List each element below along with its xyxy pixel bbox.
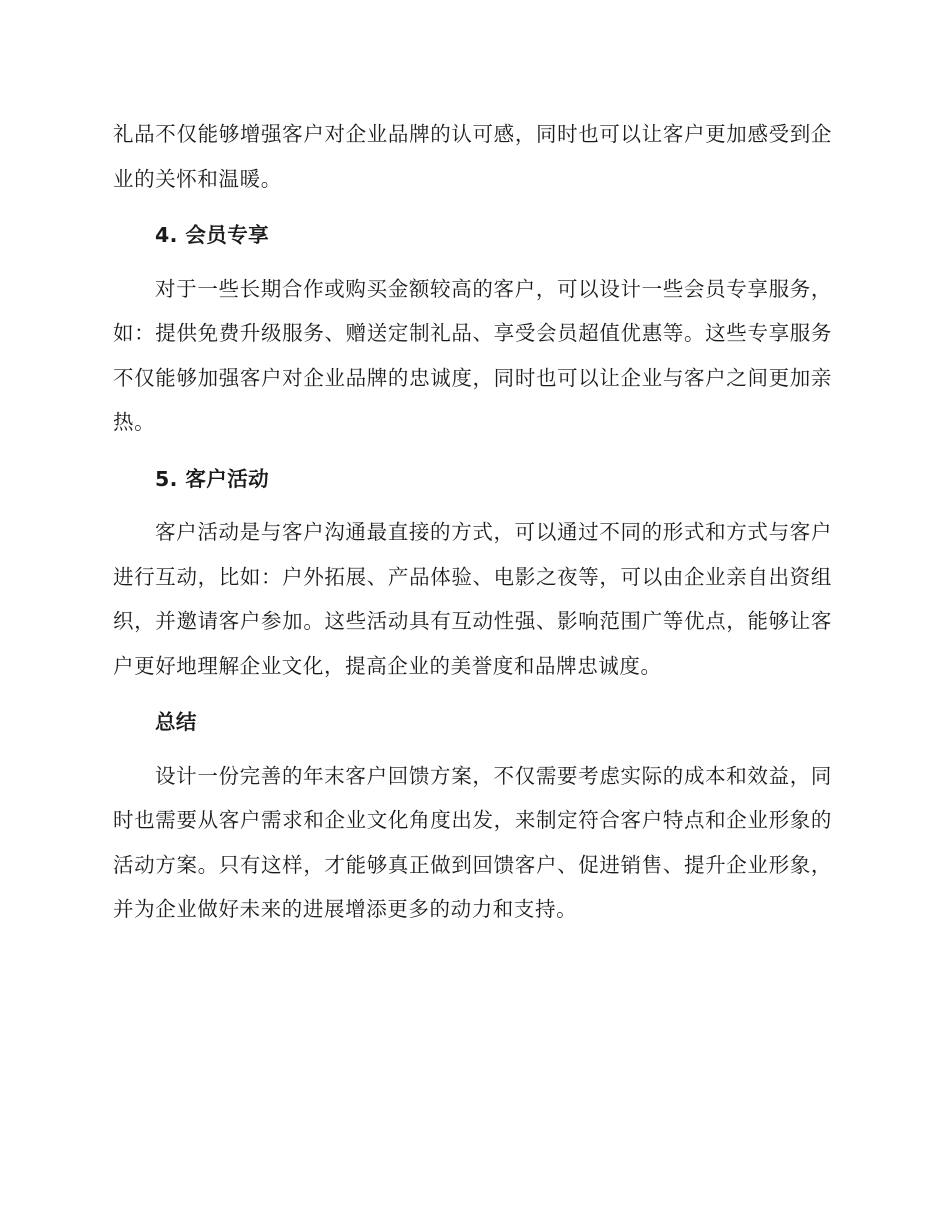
section-heading-customer-activities: 5. 客户活动 <box>155 466 269 491</box>
section-body-customer-activities: 客户活动是与客户沟通最直接的方式，可以通过不同的形式和方式与客户进行互动，比如：户外拓展、产品体验、电影之夜等，可以由企业亲自出资组织，并邀请客户参加。这些活动具有互动性强、影响范围广等优点，能够让客户更好地理解企业文化，提高企业的美誉度和品牌忠诚度。 <box>113 520 832 678</box>
section-heading-membership: 4. 会员专享 <box>155 223 269 247</box>
section-heading-summary: 总结 <box>155 710 197 734</box>
intro-paragraph: 礼品不仅能够增强客户对企业品牌的认可感，同时也可以让客户更加感受到企业的关怀和温暖。 <box>113 122 832 191</box>
section-body-summary: 设计一份完善的年末客户回馈方案，不仅需要考虑实际的成本和效益，同时也需要从客户需求和企业文化角度出发，来制定符合客户特点和企业形象的活动方案。只有这样，才能够真正做到回馈客户、促进销售、提升企业形象，并为企业做好未来的进展增添更多的动力和支持。 <box>113 763 832 921</box>
section-body-membership: 对于一些长期合作或购买金额较高的客户，可以设计一些会员专享服务，如：提供免费升级服务、赠送定制礼品、享受会员超值优惠等。这些专享服务不仅能够加强客户对企业品牌的忠诚度，同时也可以让企业与客户之间更加亲热。 <box>113 276 832 434</box>
